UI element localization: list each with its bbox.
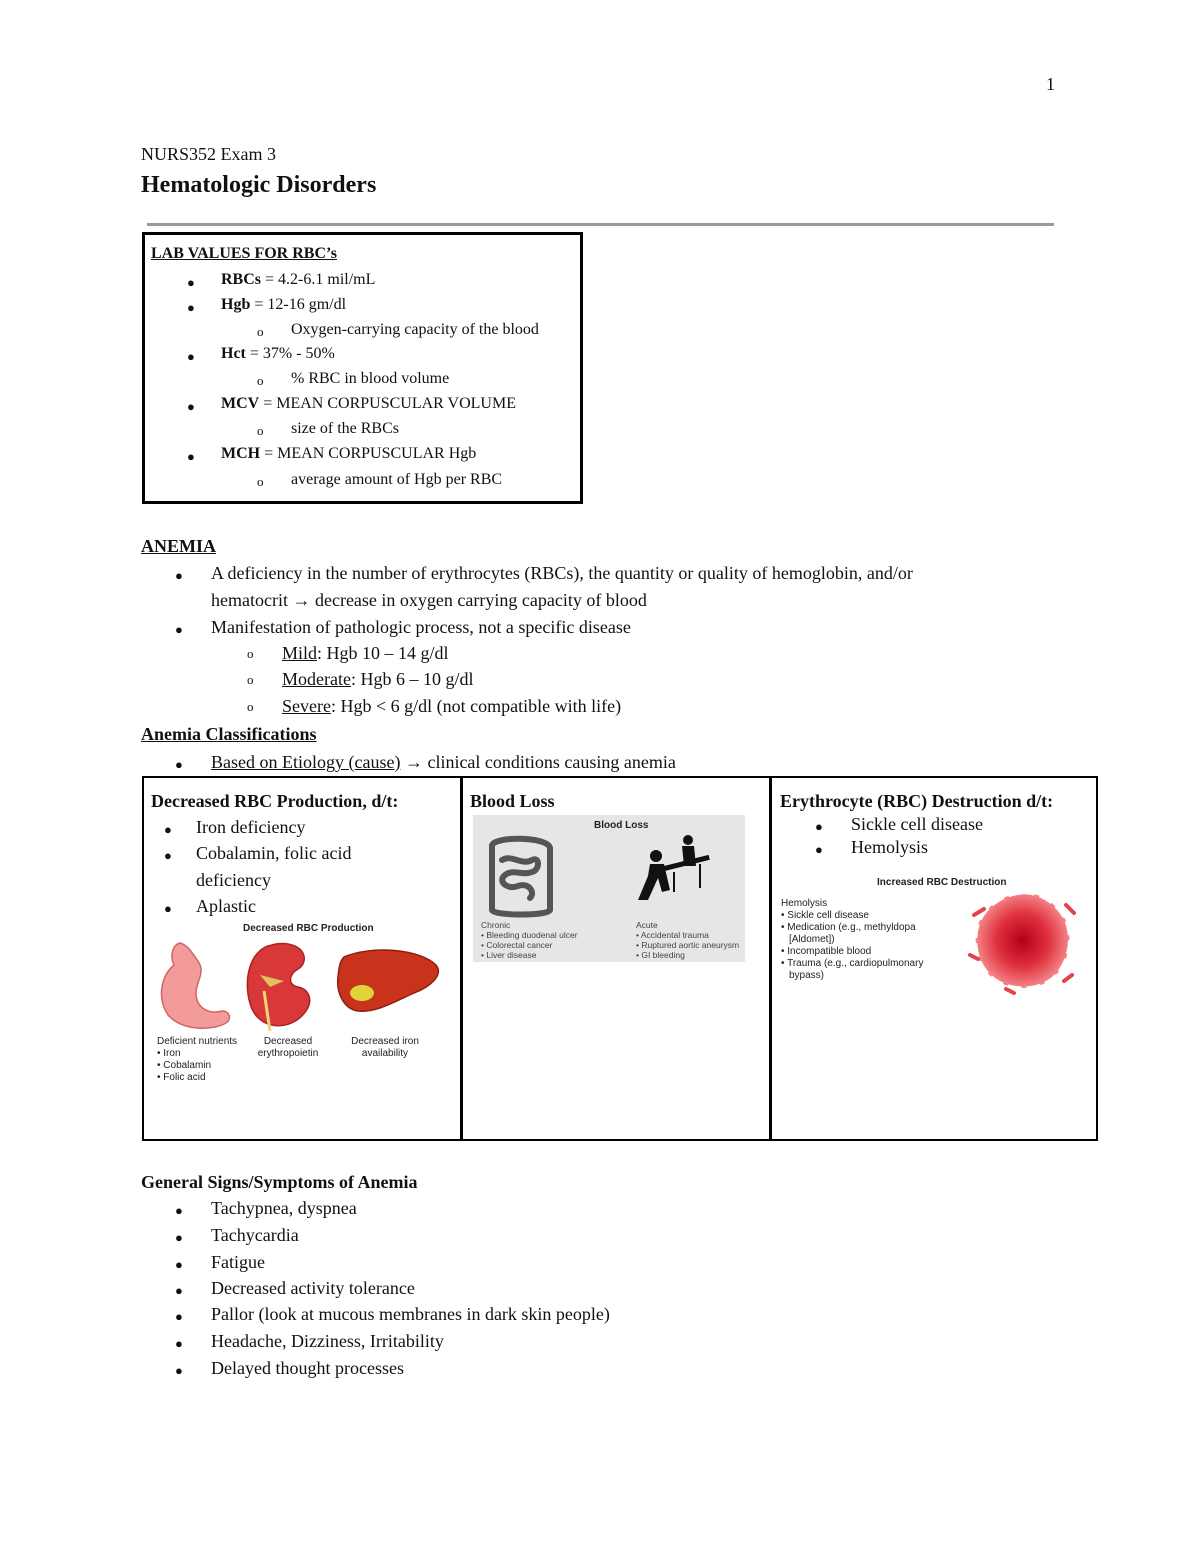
divider xyxy=(147,223,1054,226)
lab-item-hct-note: % RBC in blood volume xyxy=(291,370,450,387)
destruction-figure-title: Increased RBC Destruction xyxy=(877,877,1007,888)
production-figure xyxy=(152,935,452,1035)
sub-bullet-icon: o xyxy=(257,373,264,388)
stomach-illustration xyxy=(161,943,229,1028)
lab-item-mch-note: average amount of Hgb per RBC xyxy=(291,471,503,488)
bullet-icon: ● xyxy=(187,399,195,414)
lab-item-mcv: MCV = MEAN CORPUSCULAR VOLUME xyxy=(221,395,516,412)
bullet-icon: ● xyxy=(175,1230,183,1245)
emergency-responders-icon xyxy=(638,835,710,900)
bullet-icon: ● xyxy=(175,757,183,772)
sub-bullet-icon: o xyxy=(257,324,264,339)
blood-loss-illustration xyxy=(478,830,740,922)
ruptured-rbc-icon xyxy=(966,885,1076,995)
sub-bullet-icon: o xyxy=(257,423,264,438)
lab-item-hgb-note: Oxygen-carrying capacity of the blood xyxy=(291,321,539,338)
symptom-item: Tachypnea, dyspnea xyxy=(211,1198,357,1218)
symptom-item: Fatigue xyxy=(211,1252,265,1272)
bullet-icon: ● xyxy=(187,449,195,464)
production-item: Aplastic xyxy=(196,896,256,916)
anemia-definition-line1: A deficiency in the number of erythrocytes (RBCs), the quantity or quality of hemoglobin, and/or xyxy=(211,563,913,583)
kidney-illustration xyxy=(247,944,309,1026)
bullet-icon: ● xyxy=(187,300,195,315)
production-item: Cobalamin, folic acid xyxy=(196,843,352,863)
bullet-icon: ● xyxy=(175,1257,183,1272)
lab-item-mch: MCH = MEAN CORPUSCULAR Hgb xyxy=(221,445,477,462)
production-figure-label-epo: Decreased erythropoietin xyxy=(257,1036,319,1059)
page-number: 1 xyxy=(1046,74,1055,94)
course-label: NURS352 Exam 3 xyxy=(141,144,276,164)
bullet-icon: ● xyxy=(175,1283,183,1298)
anemia-level-mild: Mild: Hgb 10 – 14 g/dl xyxy=(282,643,449,663)
bullet-icon: ● xyxy=(175,1203,183,1218)
bullet-icon: ● xyxy=(175,1363,183,1378)
destruction-heading: Erythrocyte (RBC) Destruction d/t: xyxy=(780,791,1054,811)
destruction-item: Sickle cell disease xyxy=(851,814,983,834)
anemia-level-severe: Severe: Hgb < 6 g/dl (not compatible with life) xyxy=(282,696,622,716)
sub-bullet-icon: o xyxy=(247,646,254,661)
classifications-heading: Anemia Classifications xyxy=(141,724,317,744)
blood-loss-heading: Blood Loss xyxy=(470,791,555,811)
anemia-definition-line2: hematocrit → decrease in oxygen carrying capacity of blood xyxy=(211,590,647,610)
bullet-icon: ● xyxy=(175,568,183,583)
blood-loss-acute-list: Acute • Accidental trauma • Ruptured aortic aneurysm • GI bleeding xyxy=(636,920,740,960)
bullet-icon: ● xyxy=(815,819,823,834)
lab-item-hgb: Hgb = 12-16 gm/dl xyxy=(221,296,347,313)
bullet-icon: ● xyxy=(164,901,172,916)
column-divider xyxy=(460,776,463,1141)
production-figure-title: Decreased RBC Production xyxy=(243,923,374,934)
destruction-figure-list: Hemolysis • Sickle cell disease • Medication (e.g., methyldopa [Aldomet]) • Incompatible blood • Trauma (e.g., cardiopulmonary bypass) xyxy=(781,898,924,981)
blood-loss-chronic-list: Chronic • Bleeding duodenal ulcer • Colorectal cancer • Liver disease xyxy=(481,920,578,960)
production-figure-label-iron: Decreased iron availability xyxy=(351,1036,419,1059)
lab-item-rbc: RBCs = 4.2-6.1 mil/mL xyxy=(221,271,376,288)
liver-illustration xyxy=(338,950,439,1011)
bullet-icon: ● xyxy=(164,848,172,863)
bullet-icon: ● xyxy=(815,842,823,857)
sub-bullet-icon: o xyxy=(257,474,264,489)
bullet-icon: ● xyxy=(187,349,195,364)
classification-basis: Based on Etiology (cause) → clinical conditions causing anemia xyxy=(211,752,676,772)
anemia-manifestation: Manifestation of pathologic process, not a specific disease xyxy=(211,617,631,637)
lab-values-heading: LAB VALUES FOR RBC’s xyxy=(151,245,337,262)
blood-loss-figure-title: Blood Loss xyxy=(594,820,649,831)
lab-item-hct: Hct = 37% - 50% xyxy=(221,345,335,362)
symptom-item: Headache, Dizziness, Irritability xyxy=(211,1331,444,1351)
bullet-icon: ● xyxy=(187,275,195,290)
bullet-icon: ● xyxy=(175,1336,183,1351)
sub-bullet-icon: o xyxy=(247,672,254,687)
anemia-heading: ANEMIA xyxy=(141,536,216,556)
decreased-production-heading: Decreased RBC Production, d/t: xyxy=(151,791,399,811)
column-divider xyxy=(769,776,772,1141)
symptoms-heading: General Signs/Symptoms of Anemia xyxy=(141,1172,418,1192)
destruction-item: Hemolysis xyxy=(851,837,929,857)
bullet-icon: ● xyxy=(164,822,172,837)
anemia-level-moderate: Moderate: Hgb 6 – 10 g/dl xyxy=(282,669,474,689)
production-item: deficiency xyxy=(196,870,271,890)
symptom-item: Tachycardia xyxy=(211,1225,299,1245)
production-item: Iron deficiency xyxy=(196,817,306,837)
symptom-item: Decreased activity tolerance xyxy=(211,1278,415,1298)
symptom-item: Delayed thought processes xyxy=(211,1358,404,1378)
bullet-icon: ● xyxy=(175,622,183,637)
lab-item-mcv-note: size of the RBCs xyxy=(291,420,399,437)
sub-bullet-icon: o xyxy=(247,699,254,714)
page-title: Hematologic Disorders xyxy=(141,172,377,198)
intestine-icon xyxy=(492,839,550,915)
bullet-icon: ● xyxy=(175,1309,183,1324)
symptom-item: Pallor (look at mucous membranes in dark skin people) xyxy=(211,1304,610,1324)
production-figure-label-nutrients: Deficient nutrients • Iron • Cobalamin • Folic acid xyxy=(157,1036,238,1083)
